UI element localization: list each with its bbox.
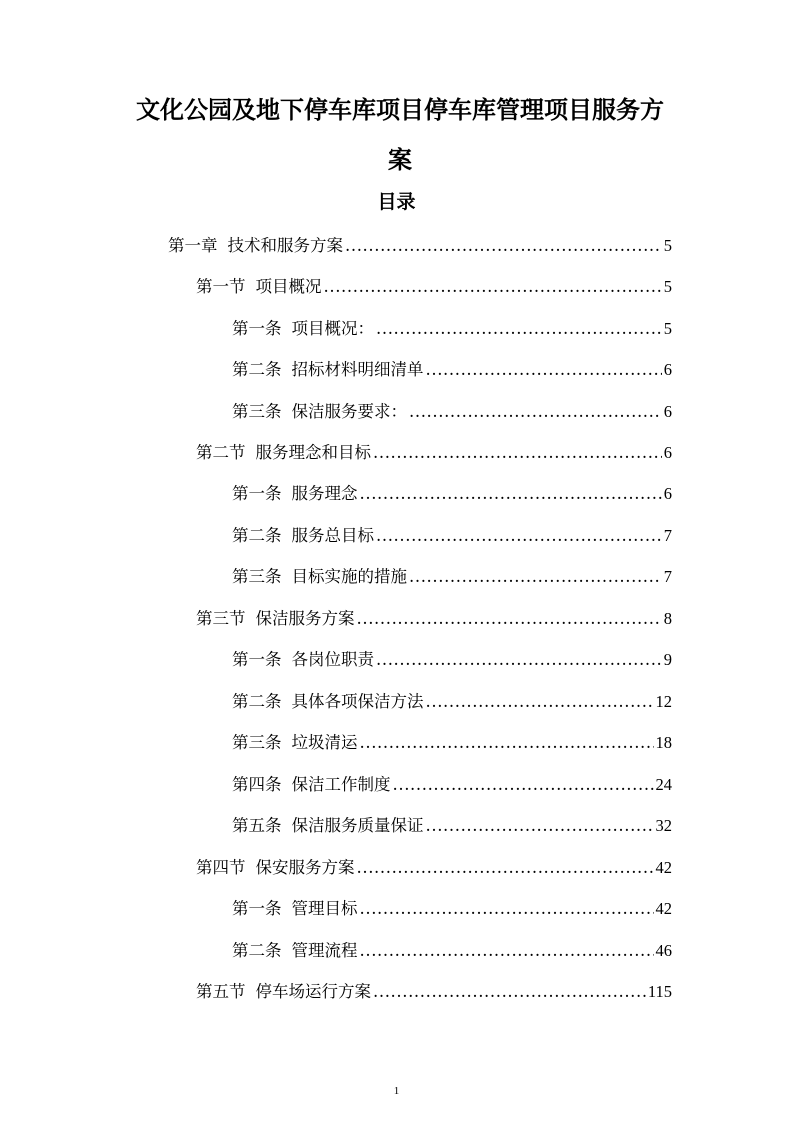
toc-entry-number: 第二条 <box>232 692 282 711</box>
toc-entry-chapter-1[interactable] <box>168 232 672 260</box>
toc-entry-page: 32 <box>655 816 672 835</box>
toc-entry-number: 第一章 <box>168 236 218 255</box>
toc-entry-number: 第二条 <box>232 941 282 960</box>
toc-entry-section-3[interactable] <box>196 605 672 633</box>
toc-entry-page: 12 <box>655 692 672 711</box>
toc-entry-number: 第二节 <box>196 443 246 462</box>
toc-entry-number: 第三条 <box>232 733 282 752</box>
toc-dot-leader <box>426 688 654 716</box>
toc-dot-leader <box>360 729 654 757</box>
toc-entry-article[interactable] <box>232 522 672 550</box>
toc-entry-page: 42 <box>655 899 672 918</box>
page-number: 1 <box>393 1085 400 1097</box>
toc-entry-title: 各岗位职责 <box>291 650 374 669</box>
document-title-line-1: 文化公园及地下停车库项目停车库管理项目服务方 <box>136 96 664 124</box>
toc-entry-number: 第五条 <box>232 816 282 835</box>
toc-dot-leader <box>376 522 662 550</box>
toc-entry-page: 18 <box>655 733 672 752</box>
toc-entry-title: 项目概况 <box>255 277 322 296</box>
toc-entry-title: 保安服务方案 <box>255 858 355 877</box>
toc-entry-number: 第一条 <box>232 650 282 669</box>
toc-entry-title: 服务总目标 <box>291 526 374 545</box>
toc-entry-page: 8 <box>663 609 672 628</box>
toc-entry-page: 115 <box>647 982 672 1001</box>
toc-entry-title: 管理流程 <box>291 941 358 960</box>
toc-entry-number: 第一条 <box>232 899 282 918</box>
toc-entry-title: 服务理念 <box>291 484 358 503</box>
toc-dot-leader <box>426 356 662 384</box>
toc-entry-page: 9 <box>663 650 672 669</box>
toc-entry-article[interactable] <box>232 937 672 965</box>
toc-entry-article[interactable] <box>232 398 672 426</box>
toc-entry-article[interactable] <box>232 356 672 384</box>
toc-entry-title: 保洁服务方案 <box>255 609 355 628</box>
toc-entry-page: 46 <box>655 941 672 960</box>
toc-entry-article[interactable] <box>232 315 672 343</box>
toc-entry-page: 6 <box>663 443 672 462</box>
toc-entry-title: 招标材料明细清单 <box>291 360 424 379</box>
toc-dot-leader <box>360 937 654 965</box>
toc-entry-section-2[interactable] <box>196 439 672 467</box>
toc-heading: 目录 <box>377 191 416 213</box>
toc-dot-leader <box>324 273 662 301</box>
toc-dot-leader <box>409 563 662 591</box>
toc-entry-article[interactable] <box>232 646 672 674</box>
toc-entry-title: 保洁工作制度 <box>291 775 391 794</box>
toc-dot-leader <box>357 605 662 633</box>
toc-entry-title: 保洁服务要求： <box>291 402 407 421</box>
toc-dot-leader <box>360 480 662 508</box>
toc-entry-number: 第二条 <box>232 360 282 379</box>
toc-entry-number: 第三条 <box>232 567 282 586</box>
toc-entry-number: 第四条 <box>232 775 282 794</box>
toc-dot-leader <box>376 315 662 343</box>
toc-entry-article[interactable] <box>232 771 672 799</box>
toc-entry-article[interactable] <box>232 812 672 840</box>
toc-entry-number: 第一条 <box>232 319 282 338</box>
toc-entry-number: 第二条 <box>232 526 282 545</box>
toc-entry-page: 6 <box>663 484 672 503</box>
toc-entry-article[interactable] <box>232 480 672 508</box>
toc-entry-title: 具体各项保洁方法 <box>291 692 424 711</box>
toc-entry-article[interactable] <box>232 688 672 716</box>
toc-entry-section-1[interactable] <box>196 273 672 301</box>
toc-dot-leader <box>376 646 662 674</box>
toc-dot-leader <box>357 854 654 882</box>
toc-entry-title: 保洁服务质量保证 <box>291 816 424 835</box>
toc-entry-page: 42 <box>655 858 672 877</box>
toc-dot-leader <box>360 895 654 923</box>
document-title-line-2: 案 <box>388 146 412 174</box>
toc-entry-number: 第一节 <box>196 277 246 296</box>
toc-dot-leader <box>409 398 662 426</box>
toc-entry-title: 服务理念和目标 <box>255 443 371 462</box>
toc-entry-title: 项目概况： <box>291 319 374 338</box>
toc-entry-page: 6 <box>663 402 672 421</box>
toc-entry-page: 5 <box>663 319 672 338</box>
toc-entry-page: 5 <box>663 236 672 255</box>
toc-dot-leader <box>373 439 662 467</box>
toc-entry-title: 管理目标 <box>291 899 358 918</box>
toc-entry-title: 停车场运行方案 <box>255 982 371 1001</box>
toc-entry-page: 5 <box>663 277 672 296</box>
toc-entry-section-5[interactable] <box>196 978 672 1006</box>
toc-entry-page: 7 <box>663 567 672 586</box>
toc-dot-leader <box>426 812 654 840</box>
toc-entry-page: 7 <box>663 526 672 545</box>
toc-entry-number: 第三节 <box>196 609 246 628</box>
toc-dot-leader <box>393 771 654 799</box>
toc-entry-page: 6 <box>663 360 672 379</box>
toc-entry-number: 第一条 <box>232 484 282 503</box>
toc-entry-article[interactable] <box>232 895 672 923</box>
toc-entry-title: 目标实施的措施 <box>291 567 407 586</box>
toc-entry-title: 垃圾清运 <box>291 733 358 752</box>
toc-entry-article[interactable] <box>232 563 672 591</box>
toc-dot-leader <box>345 232 662 260</box>
toc-entry-title: 技术和服务方案 <box>227 236 343 255</box>
toc-entry-section-4[interactable] <box>196 854 672 882</box>
toc-entry-number: 第三条 <box>232 402 282 421</box>
toc-entry-article[interactable] <box>232 729 672 757</box>
toc-entry-page: 24 <box>655 775 672 794</box>
toc-entry-number: 第四节 <box>196 858 246 877</box>
toc-dot-leader <box>373 978 646 1006</box>
toc-entry-number: 第五节 <box>196 982 246 1001</box>
